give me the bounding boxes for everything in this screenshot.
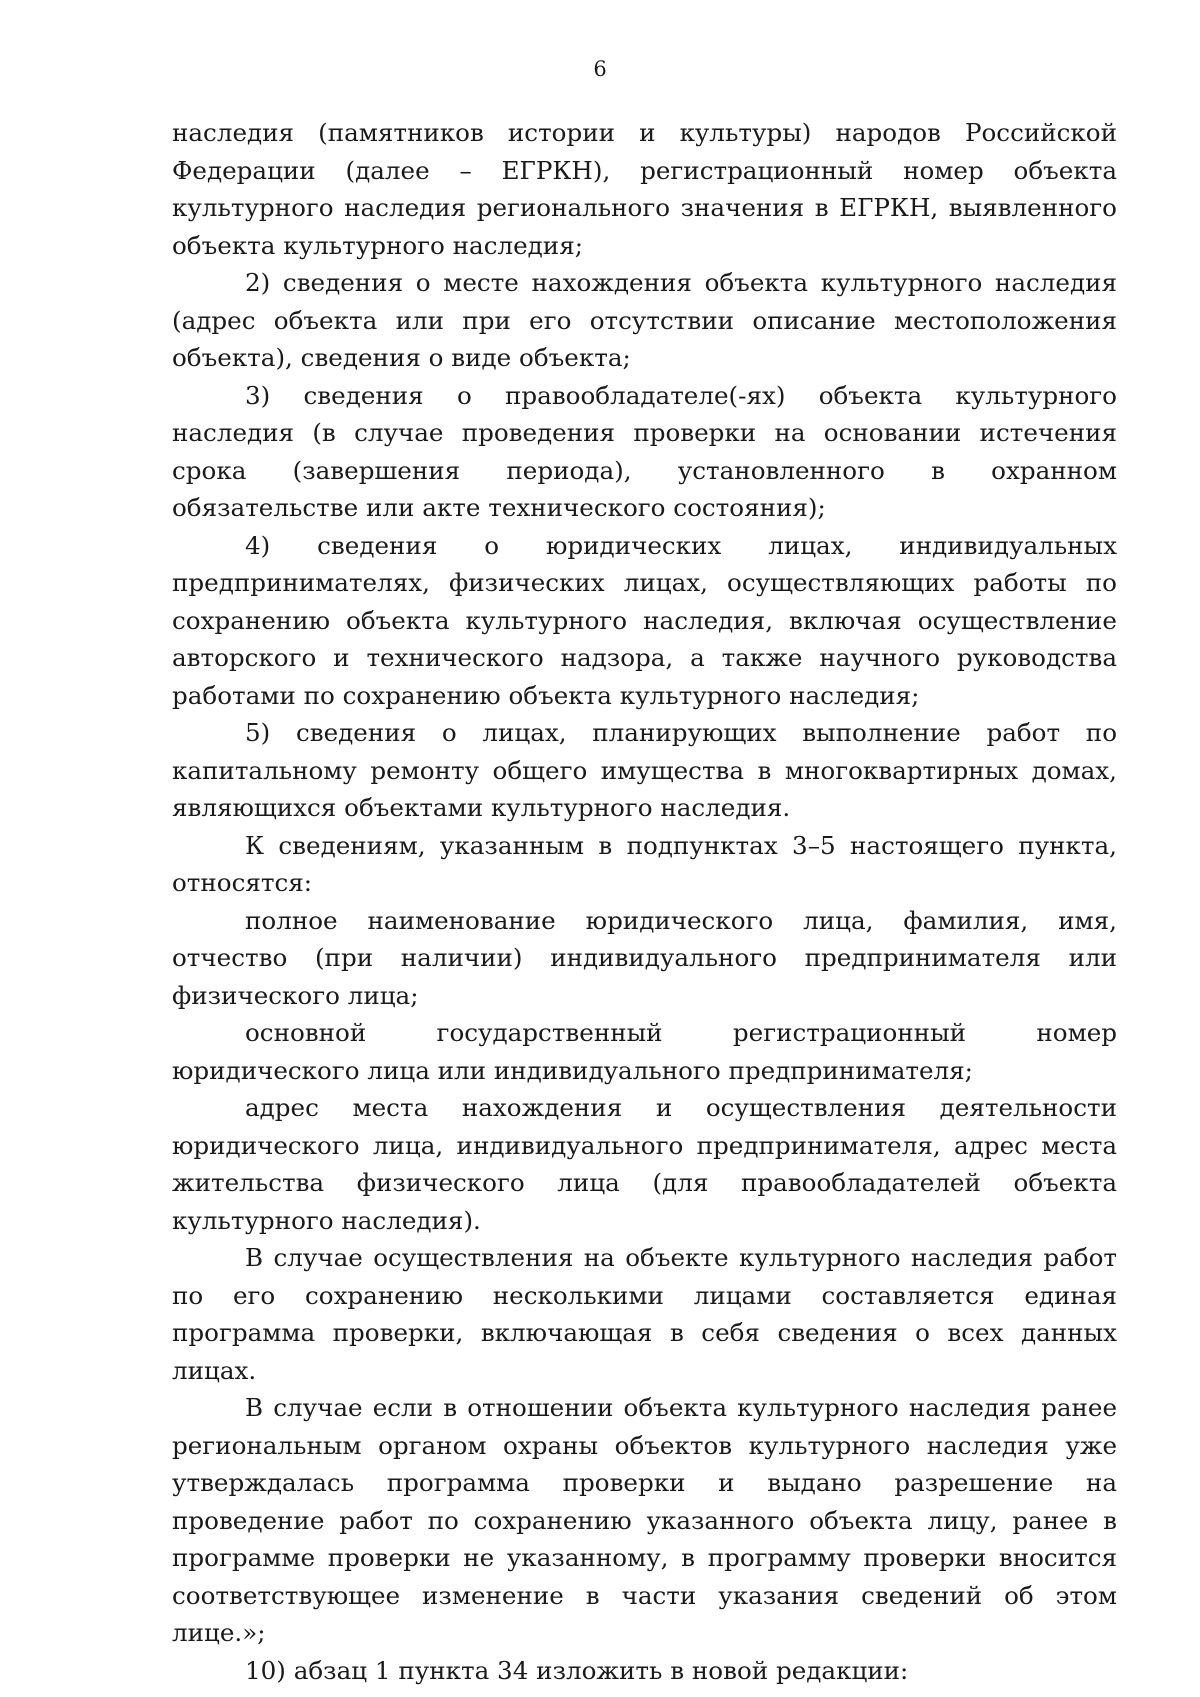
page-number: 6 <box>593 57 607 81</box>
paragraph-address: адрес места нахождения и осуществления деятельности юридического лица, индивидуального предпринимателя, адрес места жительства физического лица (для правообладателей объекта культурного наследия). <box>172 1093 1117 1235</box>
paragraph-item-10: 10) абзац 1 пункта 34 изложить в новой редакции: <box>245 1655 909 1685</box>
paragraph-item-4: 4) сведения о юридических лицах, индивидуальных предпринимателях, физических лицах, осуществляющих работы по сохранению объекта культурного наследия, включая осуществление авторского и технического надзора, а также научного руководства работами по сохранению объекта культурного наследия; <box>172 530 1117 710</box>
paragraph-ogrn: основной государственный регистрационный номер юридического лица или индивидуального предпринимателя; <box>172 1018 1117 1085</box>
paragraph-item-5: 5) сведения о лицах, планирующих выполнение работ по капитальному ремонту общего имущества в многоквартирных домах, являющихся объектами культурного наследия. <box>172 718 1117 822</box>
paragraph-amendment: В случае если в отношении объекта культурного наследия ранее региональным органом охраны объектов культурного наследия уже утверждалась программа проверки и выдано разрешение на проведение работ по сохранению указанного объекта лицу, ранее в программе проверки не указанному, в программу проверки вносится соответствующее изменение в части указания сведений об этом лице.»; <box>172 1393 1117 1647</box>
document-body <box>172 114 1117 1689</box>
paragraph-intro-list: К сведениям, указанным в подпунктах 3–5 настоящего пункта, относятся: <box>172 830 1117 897</box>
paragraph-item-3: 3) сведения о правообладателе(-ях) объекта культурного наследия (в случае проведения проверки на основании истечения срока (завершения периода), установленного в охранном обязательстве или акте технического состояния); <box>172 380 1117 522</box>
paragraph-continuation: наследия (памятников истории и культуры) народов Российской Федерации (далее – ЕГРКН), регистрационный номер объекта культурного наследия регионального значения в ЕГРКН, выявленного объекта культурного наследия; <box>172 118 1117 260</box>
paragraph-several-persons: В случае осуществления на объекте культурного наследия работ по его сохранению несколькими лицами составляется единая программа проверки, включающая в себя сведения о всех данных лицах. <box>172 1243 1117 1385</box>
paragraph-full-name: полное наименование юридического лица, фамилия, имя, отчество (при наличии) индивидуального предпринимателя или физического лица; <box>172 905 1117 1010</box>
paragraph-item-2: 2) сведения о месте нахождения объекта культурного наследия (адрес объекта или при его отсутствии описание местоположения объекта), сведения о виде объекта; <box>172 268 1117 372</box>
